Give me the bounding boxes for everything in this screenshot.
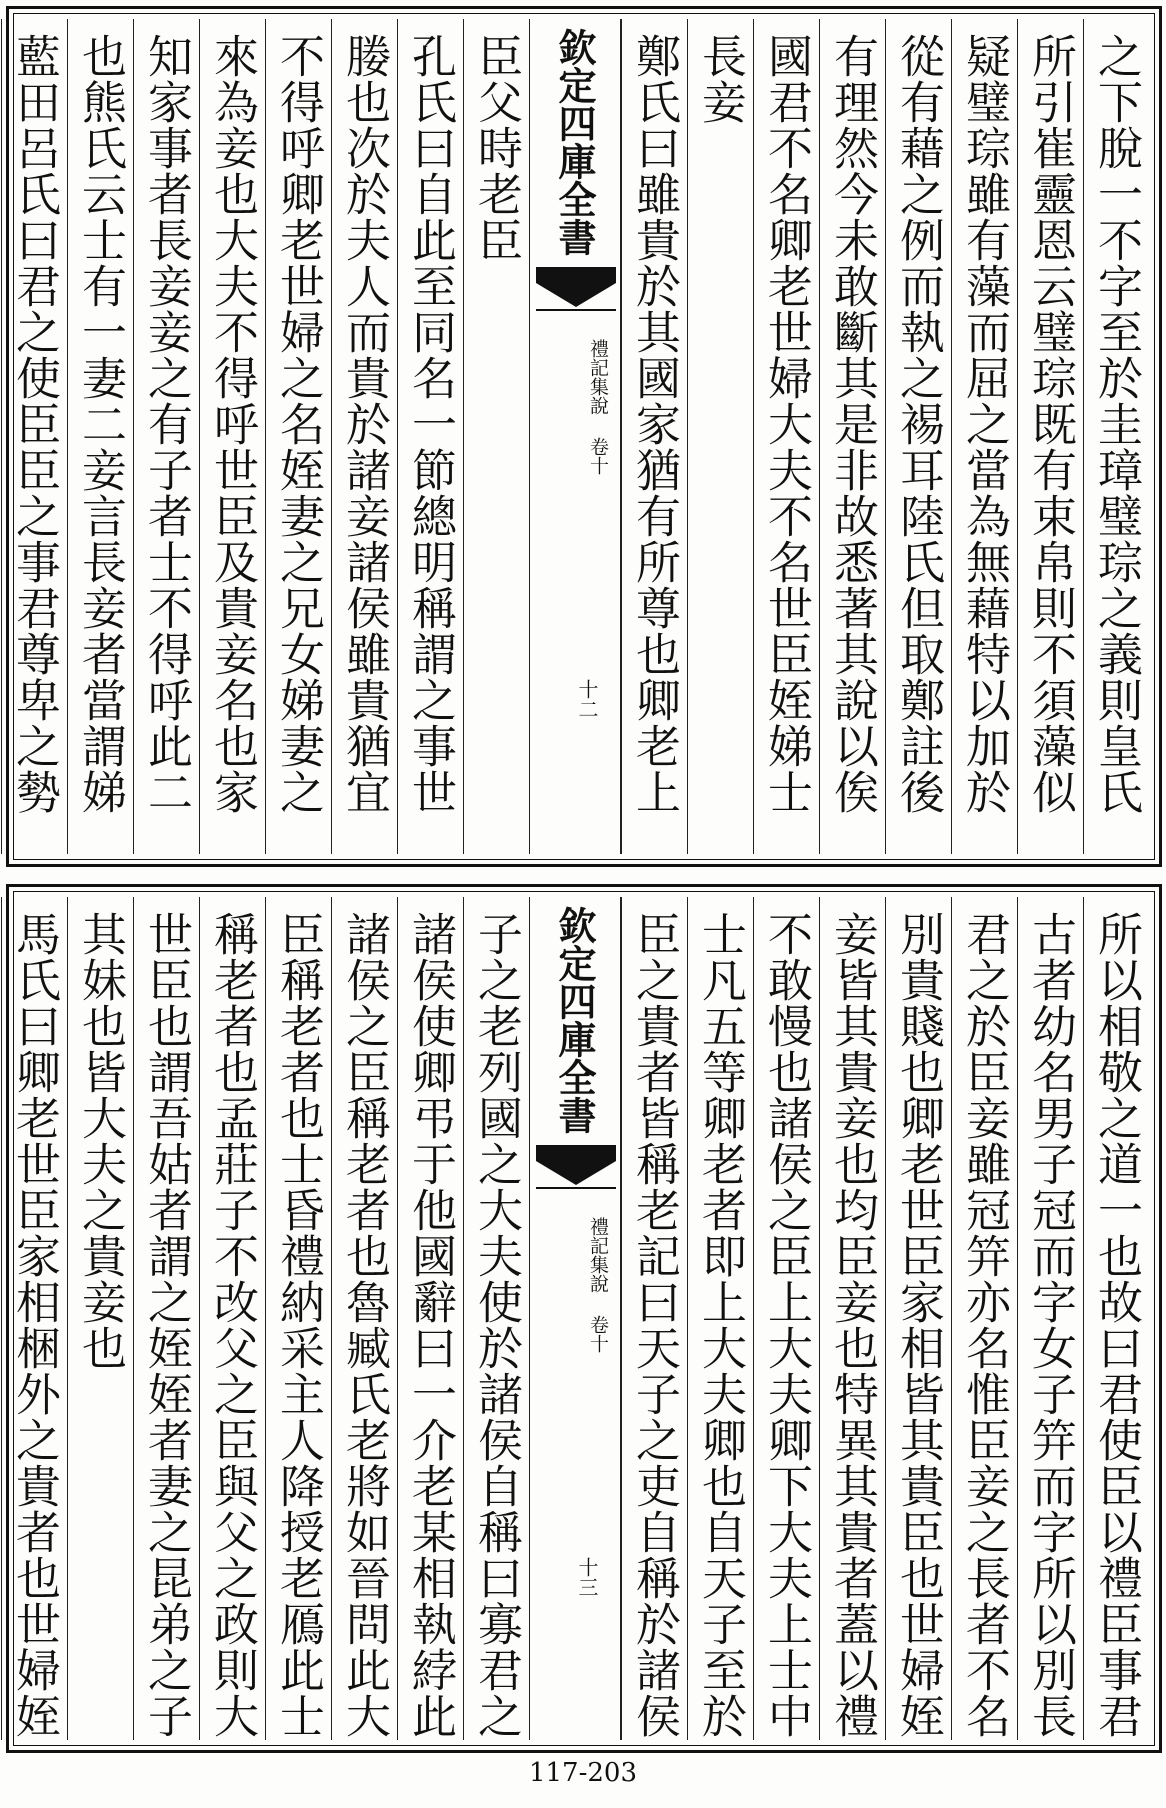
bottom-left-column-7: 馬氏曰卿老世臣家相梱外之貴者也世婦姪 bbox=[1, 897, 67, 1740]
bottom-right-column-0: 所以相敬之道一也故曰君使臣以禮臣事君 bbox=[1083, 897, 1149, 1740]
top-right-column-4: 有理然今未敢斷其是非故悉著其說以俟 bbox=[819, 19, 885, 854]
top-left-column-6: 也熊氏云士有一妻二妾言長妾者當謂娣 bbox=[67, 19, 133, 854]
top-left-column-2: 媵也次於夫人而貴於諸妾諸侯雖貴猶宜 bbox=[331, 19, 397, 854]
bottom-left-column-4: 稱老者也孟莊子不改父之臣與父之政則大 bbox=[199, 897, 265, 1740]
bottom-fish-tail-mark-icon bbox=[536, 1145, 616, 1189]
top-page-panel bbox=[6, 6, 1162, 867]
bottom-right-column-7: 臣之貴者皆稱老記曰天子之吏自稱於諸侯 bbox=[621, 897, 687, 1740]
bottom-left-column-2: 諸侯之臣稱老者也魯臧氏老將如晉問此大 bbox=[331, 897, 397, 1740]
top-columns bbox=[8, 19, 1149, 854]
top-right-column-6: 長妾 bbox=[687, 19, 753, 854]
bottom-columns bbox=[8, 897, 1149, 1740]
top-left-column-3: 不得呼卿老世婦之名姪妻之兄女娣妻之 bbox=[265, 19, 331, 854]
bottom-center-margin bbox=[529, 897, 621, 1740]
top-center-margin bbox=[529, 19, 621, 854]
bottom-left-column-0: 子之老列國之大夫使於諸侯自稱曰寡君之 bbox=[463, 897, 529, 1740]
top-right-column-2: 疑璧琮雖有藻而屈之當為無藉特以加於 bbox=[951, 19, 1017, 854]
bottom-right-column-5: 不敢慢也諸侯之臣上大夫卿下大夫上士中 bbox=[753, 897, 819, 1740]
top-right-column-1: 所引崔靈恩云璧琮既有束帛則不須藻似 bbox=[1017, 19, 1083, 854]
top-left-column-5: 知家事者長妾妾之有子者士不得呼此二 bbox=[133, 19, 199, 854]
bottom-left-column-6: 其妹也皆大夫之貴妾也 bbox=[67, 897, 133, 1740]
top-left-column-4: 來為妾也大夫不得呼世臣及貴妾名也家 bbox=[199, 19, 265, 854]
bottom-right-column-3: 別貴賤也卿老世臣家相皆其貴臣也世婦姪 bbox=[885, 897, 951, 1740]
top-right-column-3: 從有藉之例而執之裼耳陸氏但取鄭註後 bbox=[885, 19, 951, 854]
page-footer-number: 117-203 bbox=[528, 1758, 638, 1788]
bottom-book-section: 禮記集說 卷十 bbox=[587, 1217, 609, 1353]
bottom-right-column-1: 古者幼名男子冠而字女子笄而字所以別長 bbox=[1017, 897, 1083, 1740]
top-right-column-0: 之下脫一不字至於圭璋璧琮之義則皇氏 bbox=[1083, 19, 1149, 854]
top-right-column-7: 鄭氏曰雖貴於其國家猶有所尊也卿老上 bbox=[621, 19, 687, 854]
bottom-left-column-1: 諸侯使卿弔于他國辭曰一介老某相執綍此 bbox=[397, 897, 463, 1740]
top-left-column-7: 藍田呂氏曰君之使臣臣之事君尊卑之勢 bbox=[1, 19, 67, 854]
bottom-leaf-number: 十三 bbox=[575, 1557, 599, 1597]
top-fish-tail-mark-icon bbox=[536, 267, 616, 311]
bottom-book-title: 欽定四庫全書 bbox=[552, 906, 597, 1134]
top-book-title: 欽定四庫全書 bbox=[552, 28, 597, 256]
bottom-right-column-6: 士凡五等卿老者即上大夫卿也自天子至於 bbox=[687, 897, 753, 1740]
bottom-page-panel bbox=[6, 884, 1162, 1753]
top-right-column-5: 國君不名卿老世婦大夫不名世臣姪娣士 bbox=[753, 19, 819, 854]
top-book-section: 禮記集說 卷十 bbox=[587, 339, 609, 475]
bottom-right-column-2: 君之於臣妾雖冠笄亦名惟臣妾之長者不名 bbox=[951, 897, 1017, 1740]
top-left-column-0: 臣父時老臣 bbox=[463, 19, 529, 854]
top-left-column-1: 孔氏曰自此至同名一節總明稱謂之事世 bbox=[397, 19, 463, 854]
bottom-left-column-5: 世臣也謂吾姑者謂之姪姪者妻之昆弟之子 bbox=[133, 897, 199, 1740]
bottom-right-column-4: 妾皆其貴妾也均臣妾也特異其貴者蓋以禮 bbox=[819, 897, 885, 1740]
bottom-left-column-3: 臣稱老者也士昏禮納采主人降授老鴈此士 bbox=[265, 897, 331, 1740]
top-leaf-number: 十二 bbox=[575, 679, 599, 719]
